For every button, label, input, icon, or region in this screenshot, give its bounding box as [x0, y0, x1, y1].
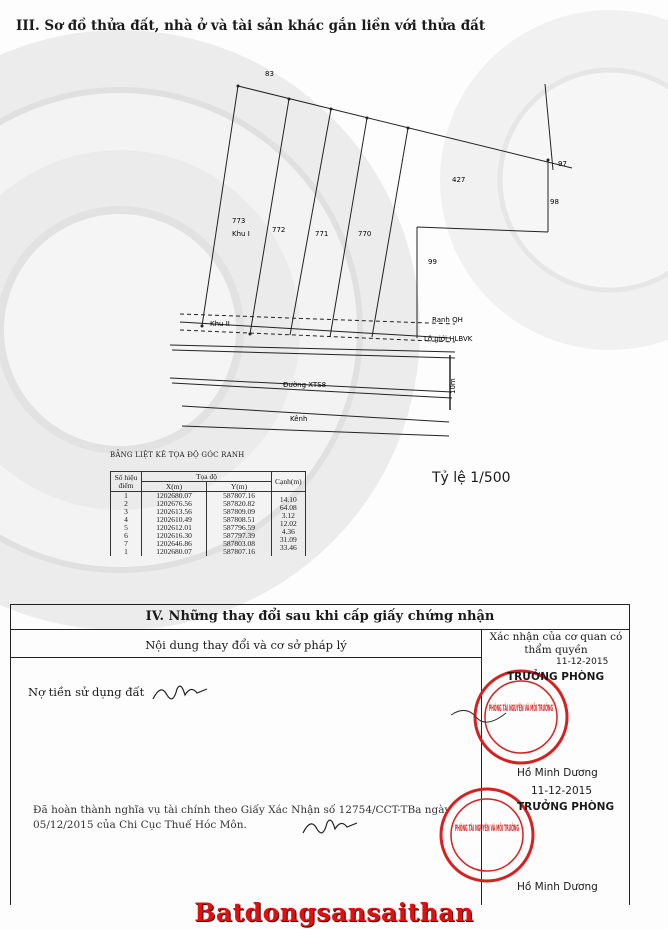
col-point: Số hiệu điểm — [111, 472, 142, 492]
parcel-label-773: 773 — [232, 217, 246, 225]
table-cell: 1202610.49 — [156, 515, 192, 524]
changes-title: IV. Những thay đổi sau khi cấp giấy chứng nhận — [145, 609, 495, 624]
label-kenh: Kênh — [290, 415, 308, 423]
signature — [301, 815, 361, 839]
table-cell: 14.10 — [279, 495, 297, 504]
parcel-label-772: 772 — [272, 226, 286, 234]
table-cell: 587803.08 — [223, 539, 255, 548]
table-cell: 587808.51 — [223, 515, 255, 524]
divider — [11, 657, 481, 658]
divider — [11, 629, 629, 630]
x-list — [142, 492, 207, 557]
stamp-1-name: Hồ Minh Dương — [517, 767, 598, 779]
table-cell: 1202612.01 — [156, 523, 192, 532]
table-cell: 1202613.56 — [156, 507, 192, 516]
parcel-label-770: 770 — [358, 230, 372, 238]
change-entry-1: Nợ tiền sử dụng đất — [28, 685, 145, 699]
changes-left-header: Nội dung thay đổi và cơ sở pháp lý — [145, 638, 347, 652]
table-cell: 587796.59 — [223, 523, 255, 532]
watermark-banner: Batdongsansaithan — [194, 898, 474, 927]
point-list — [111, 492, 142, 557]
table-cell: 4 — [124, 515, 128, 524]
stamp-2-role: TRƯỞNG PHÒNG — [517, 801, 615, 813]
parcel-label-99: 99 — [428, 258, 437, 266]
table-cell: 1202676.56 — [156, 499, 192, 508]
stamp-1-role: TRƯỞNG PHÒNG — [507, 671, 605, 683]
table-cell: 3.12 — [281, 511, 295, 520]
table-cell: 587807.16 — [223, 491, 255, 500]
col-coord: Tọa độ — [142, 472, 272, 482]
table-cell: 587809.09 — [223, 507, 255, 516]
label-ranh-qh: Ranh QH — [432, 316, 463, 324]
table-cell: 2 — [124, 499, 128, 508]
section-title: III. Sơ đồ thửa đất, nhà ở và tài sản khác gắn liền với thửa đất — [16, 18, 486, 34]
changes-right-header: Xác nhận của cơ quan có thẩm quyền — [489, 631, 623, 656]
table-cell: 1202646.86 — [156, 539, 192, 548]
table-cell: 33.46 — [279, 543, 297, 552]
zone-label-khu1: Khu I — [232, 230, 250, 238]
col-edge: Cạnh(m) — [272, 472, 306, 492]
parcel-label-771: 771 — [315, 230, 329, 238]
parcel-label-427: 427 — [452, 176, 466, 184]
table-cell: 5 — [124, 523, 128, 532]
table-cell: 12.02 — [279, 519, 297, 528]
table-cell: 4.36 — [281, 527, 295, 536]
col-x: X(m) — [142, 482, 207, 492]
table-cell: 587820.82 — [223, 499, 255, 508]
table-cell: 7 — [124, 539, 128, 548]
scale-label: Tỷ lệ 1/500 — [432, 470, 511, 486]
parcel-label-97: 97 — [558, 160, 567, 168]
changes-section — [10, 604, 666, 905]
table-cell: 1 — [124, 491, 128, 500]
edge-list — [272, 492, 306, 557]
parcel-label-83: 83 — [265, 70, 274, 78]
zone-label-khu2: Khu II — [210, 320, 230, 328]
stamp-2-name: Hồ Minh Dương — [517, 881, 598, 893]
label-road-width: 10m — [449, 378, 457, 394]
table-cell: 31.09 — [279, 535, 297, 544]
col-y: Y(m) — [207, 482, 272, 492]
table-cell: 587807.16 — [223, 547, 255, 556]
label-duong-xts8: Đường XTS8 — [283, 381, 327, 389]
stamp-2-date: 11-12-2015 — [531, 785, 593, 797]
y-list — [207, 492, 272, 557]
signature — [151, 681, 211, 705]
table-cell: 1202616.30 — [156, 531, 192, 540]
change-entry-2: Đã hoàn thành nghĩa vụ tài chính theo Giấy Xác Nhận số 12754/CCT-TBa ngày 05/12/2015 của Chi Cục Thuế Hóc Môn. — [33, 804, 451, 831]
parcel-label-98: 98 — [550, 198, 559, 206]
coord-table-title: BẢNG LIỆT KÊ TỌA ĐỘ GÓC RANH — [110, 451, 245, 459]
table-cell: 3 — [124, 507, 128, 516]
coordinate-table — [110, 471, 306, 556]
table-cell: 1202680.07 — [156, 547, 192, 556]
label-lo-gioi: Lộ giới HLBVK — [424, 335, 473, 343]
seal-2-text: PHÒNG TÀI NGUYÊN VÀ MÔI TRƯỜNG — [455, 824, 632, 834]
table-cell: 64.08 — [279, 503, 297, 512]
stamp-1-date: 11-12-2015 — [556, 657, 609, 667]
seal-1-text: PHÒNG TÀI NGUYÊN VÀ MÔI TRƯỜNG — [489, 704, 666, 714]
table-cell: 6 — [124, 531, 128, 540]
table-cell: 587797.39 — [223, 531, 255, 540]
table-cell: 1 — [124, 547, 128, 556]
table-cell: 1202680.07 — [156, 491, 192, 500]
